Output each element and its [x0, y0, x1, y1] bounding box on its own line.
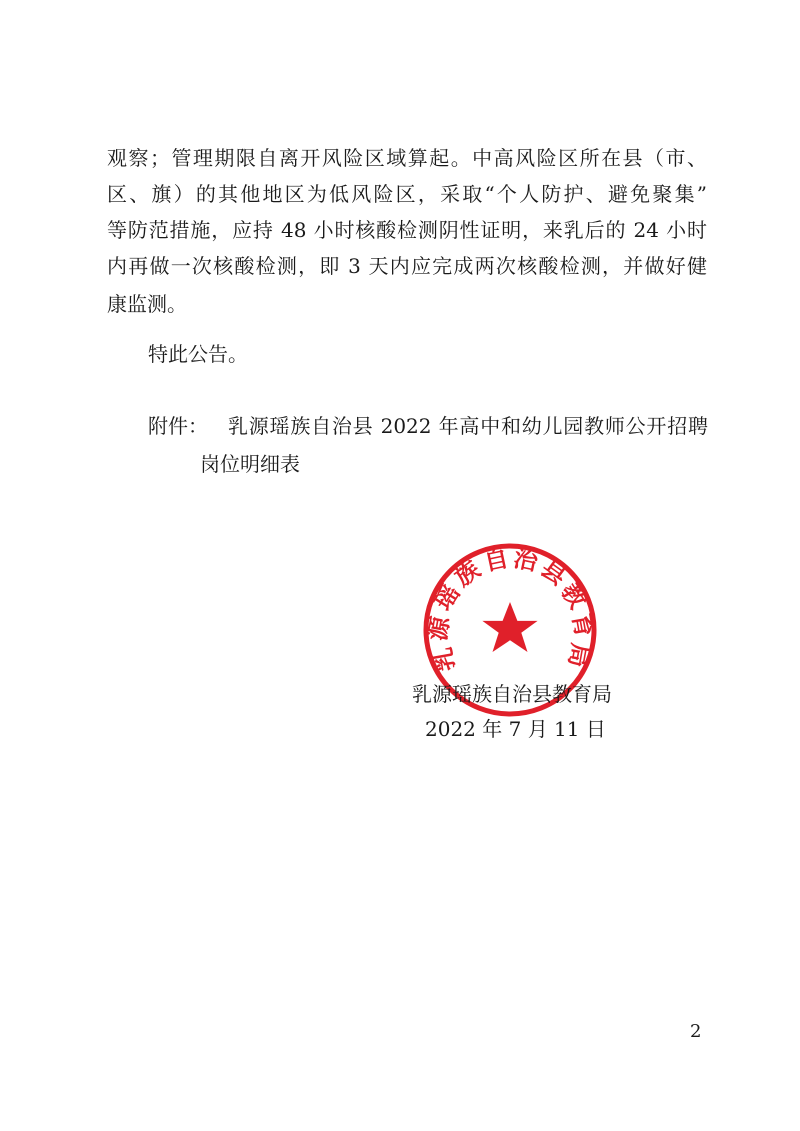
- svg-text:局: 局: [563, 641, 596, 670]
- attachment-title-line-2: 岗位明细表: [200, 452, 300, 476]
- svg-text:育: 育: [567, 611, 600, 640]
- seal-star-icon: [482, 602, 537, 652]
- svg-text:县: 县: [535, 553, 573, 591]
- svg-text:乳: 乳: [427, 645, 460, 674]
- paragraph-line-3: 等防范措施，应持 48 小时核酸检测阴性证明，来乳后的 24 小时: [107, 218, 707, 242]
- svg-text:源: 源: [422, 614, 455, 643]
- closing-text: 特此公告。: [148, 342, 248, 366]
- paragraph-line-5: 康监测。: [107, 292, 187, 316]
- svg-text:治: 治: [511, 543, 541, 577]
- svg-text:瑶: 瑶: [428, 579, 466, 616]
- signature-date: 2022 年 7 月 11 日: [425, 717, 606, 741]
- attachment-label: 附件：: [148, 414, 208, 438]
- paragraph-line-4: 内再做一次核酸检测，即 3 天内应完成两次核酸检测，并做好健: [107, 254, 707, 278]
- svg-text:族: 族: [448, 554, 486, 592]
- svg-text:教: 教: [555, 577, 593, 614]
- page-number: 2: [690, 1021, 702, 1042]
- svg-text:自: 自: [481, 543, 511, 577]
- signature-organization: 乳源瑶族自治县教育局: [412, 682, 612, 706]
- paragraph-line-2: 区、旗）的其他地区为低风险区，采取“个人防护、避免聚集”: [107, 182, 707, 206]
- paragraph-line-1: 观察；管理期限自离开风险区域算起。中高风险区所在县（市、: [107, 146, 707, 170]
- attachment-title-line-1: 乳源瑶族自治县 2022 年高中和幼儿园教师公开招聘: [228, 414, 708, 438]
